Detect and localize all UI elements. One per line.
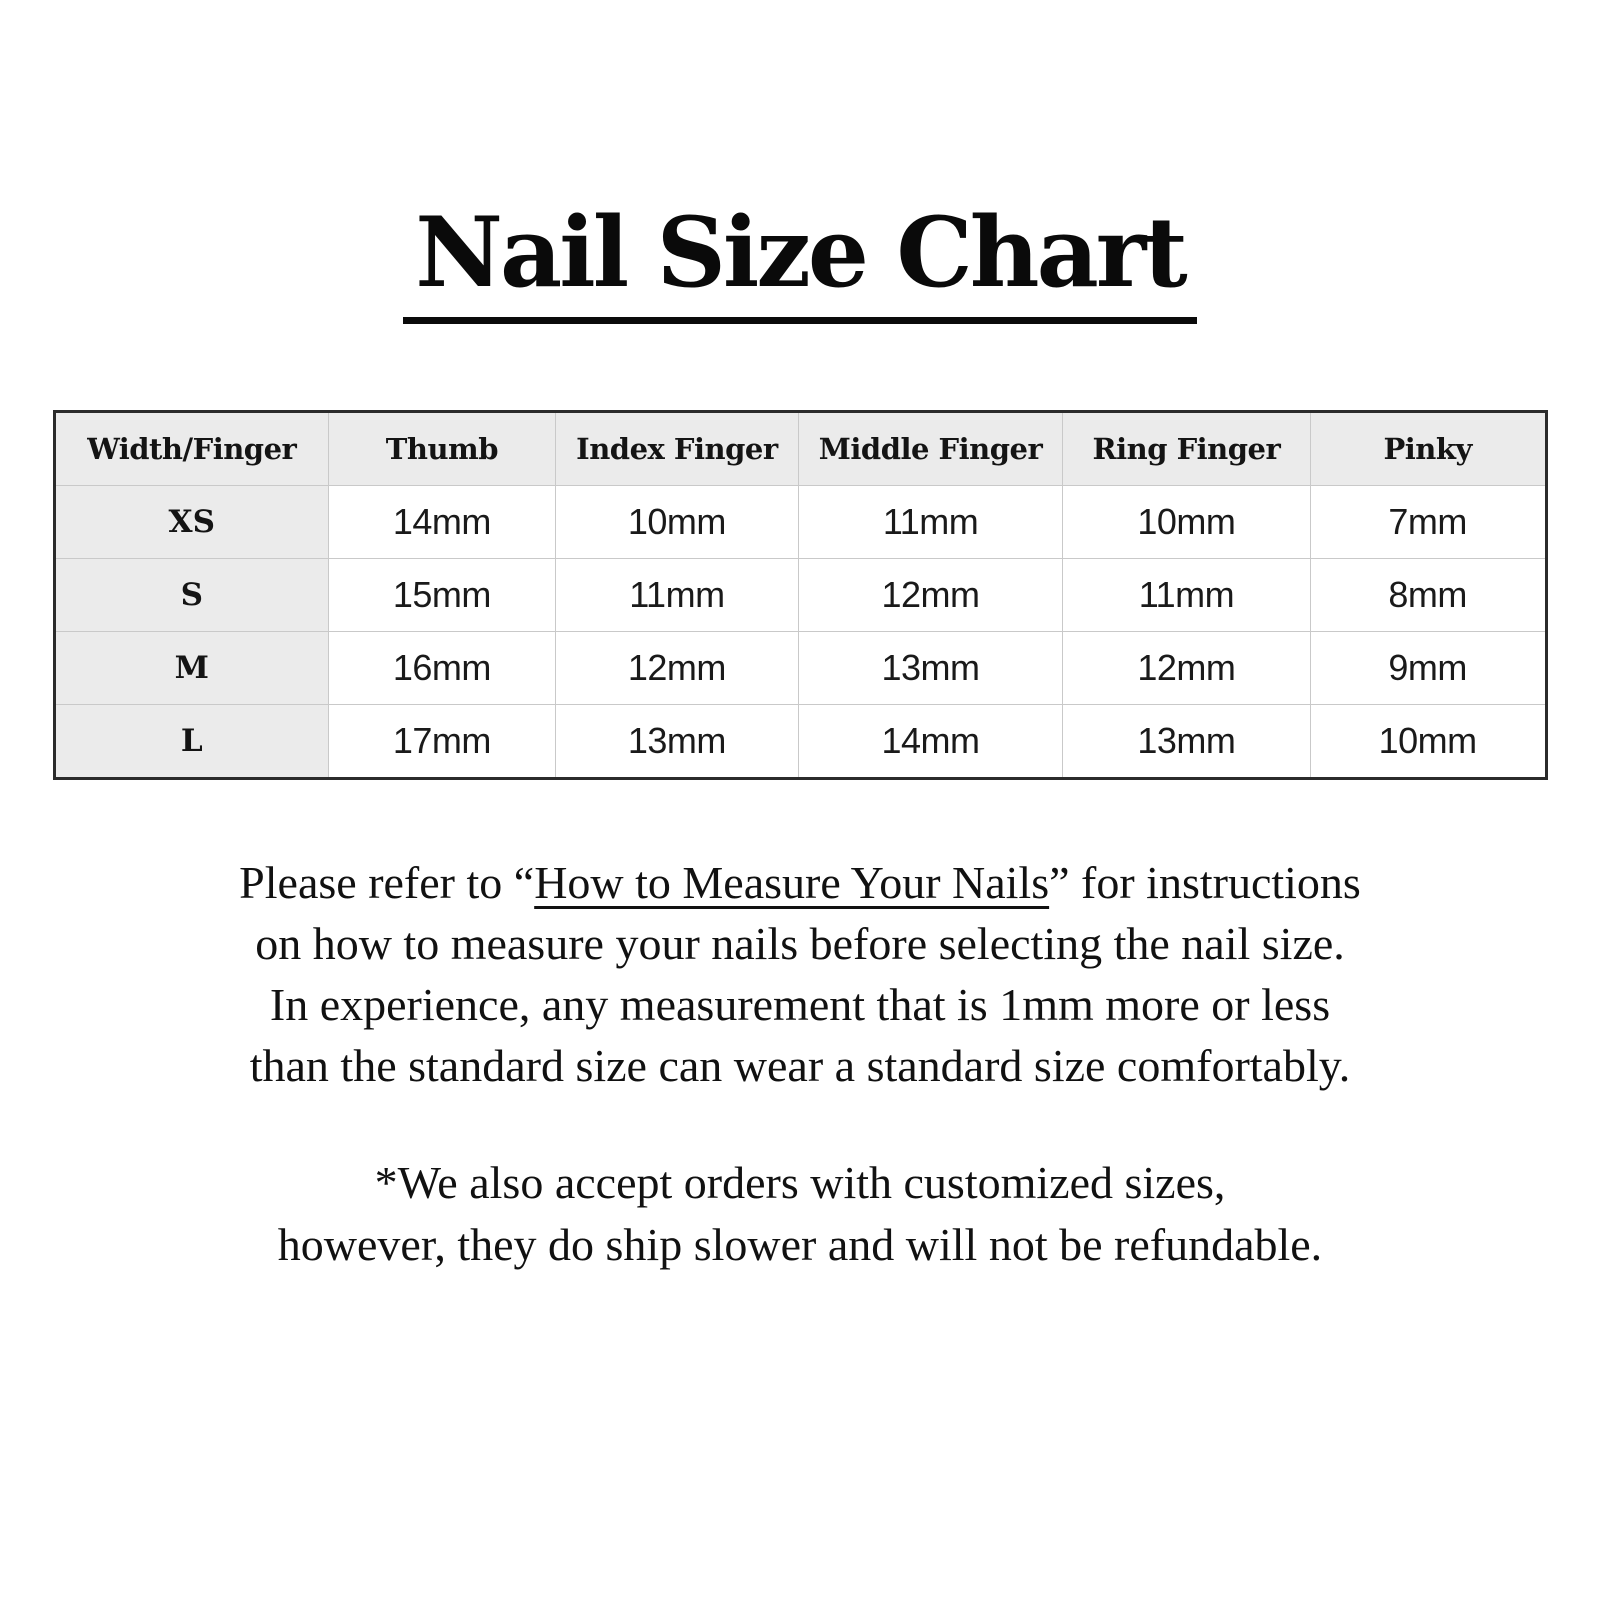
size-cell: 15mm — [329, 559, 556, 632]
column-header-index-finger: Index Finger — [555, 412, 798, 486]
title-section — [0, 0, 1600, 324]
instructions-line-4: than the standard size can wear a standard size comfortably. — [249, 1040, 1351, 1091]
column-header-middle-finger: Middle Finger — [798, 412, 1062, 486]
column-header-width-finger: Width/Finger — [54, 412, 329, 486]
column-header-ring-finger: Ring Finger — [1063, 412, 1311, 486]
instructions-paragraph — [100, 852, 1500, 1096]
table-row-xs — [54, 486, 1546, 559]
table-row-l — [54, 705, 1546, 779]
page-title: Nail Size Chart — [403, 205, 1196, 324]
instructions-line-1 — [100, 852, 1500, 913]
size-cell: 8mm — [1310, 559, 1546, 632]
size-cell: 14mm — [329, 486, 556, 559]
column-header-pinky: Pinky — [1310, 412, 1546, 486]
size-cell: 10mm — [555, 486, 798, 559]
note-line-1: *We also accept orders with customized sizes, — [374, 1157, 1226, 1208]
size-cell: 13mm — [798, 632, 1062, 705]
row-label-xs: XS — [54, 486, 329, 559]
instructions-line-2: on how to measure your nails before selecting the nail size. — [255, 918, 1345, 969]
row-label-m: M — [54, 632, 329, 705]
note-paragraph — [100, 1152, 1500, 1276]
instructions-line1-prefix: Please refer to “ — [239, 857, 535, 908]
size-cell: 11mm — [1063, 559, 1311, 632]
size-cell: 7mm — [1310, 486, 1546, 559]
table-header-row — [54, 412, 1546, 486]
table-row-m — [54, 632, 1546, 705]
note-line-2: however, they do ship slower and will not be refundable. — [277, 1219, 1323, 1270]
size-cell: 13mm — [1063, 705, 1311, 779]
size-cell: 11mm — [798, 486, 1062, 559]
size-cell: 17mm — [329, 705, 556, 779]
size-cell: 10mm — [1063, 486, 1311, 559]
size-cell: 12mm — [1063, 632, 1311, 705]
nail-size-table — [53, 410, 1548, 780]
size-cell: 13mm — [555, 705, 798, 779]
size-cell: 14mm — [798, 705, 1062, 779]
size-cell: 9mm — [1310, 632, 1546, 705]
table-row-s — [54, 559, 1546, 632]
size-cell: 10mm — [1310, 705, 1546, 779]
size-cell: 16mm — [329, 632, 556, 705]
row-label-l: L — [54, 705, 329, 779]
instructions-line1-suffix: ” for instructions — [1049, 857, 1361, 908]
size-cell: 12mm — [555, 632, 798, 705]
size-cell: 12mm — [798, 559, 1062, 632]
size-cell: 11mm — [555, 559, 798, 632]
column-header-thumb: Thumb — [329, 412, 556, 486]
instructions-line-3: In experience, any measurement that is 1mm more or less — [269, 979, 1331, 1030]
measure-nails-link: How to Measure Your Nails — [534, 857, 1050, 908]
row-label-s: S — [54, 559, 329, 632]
